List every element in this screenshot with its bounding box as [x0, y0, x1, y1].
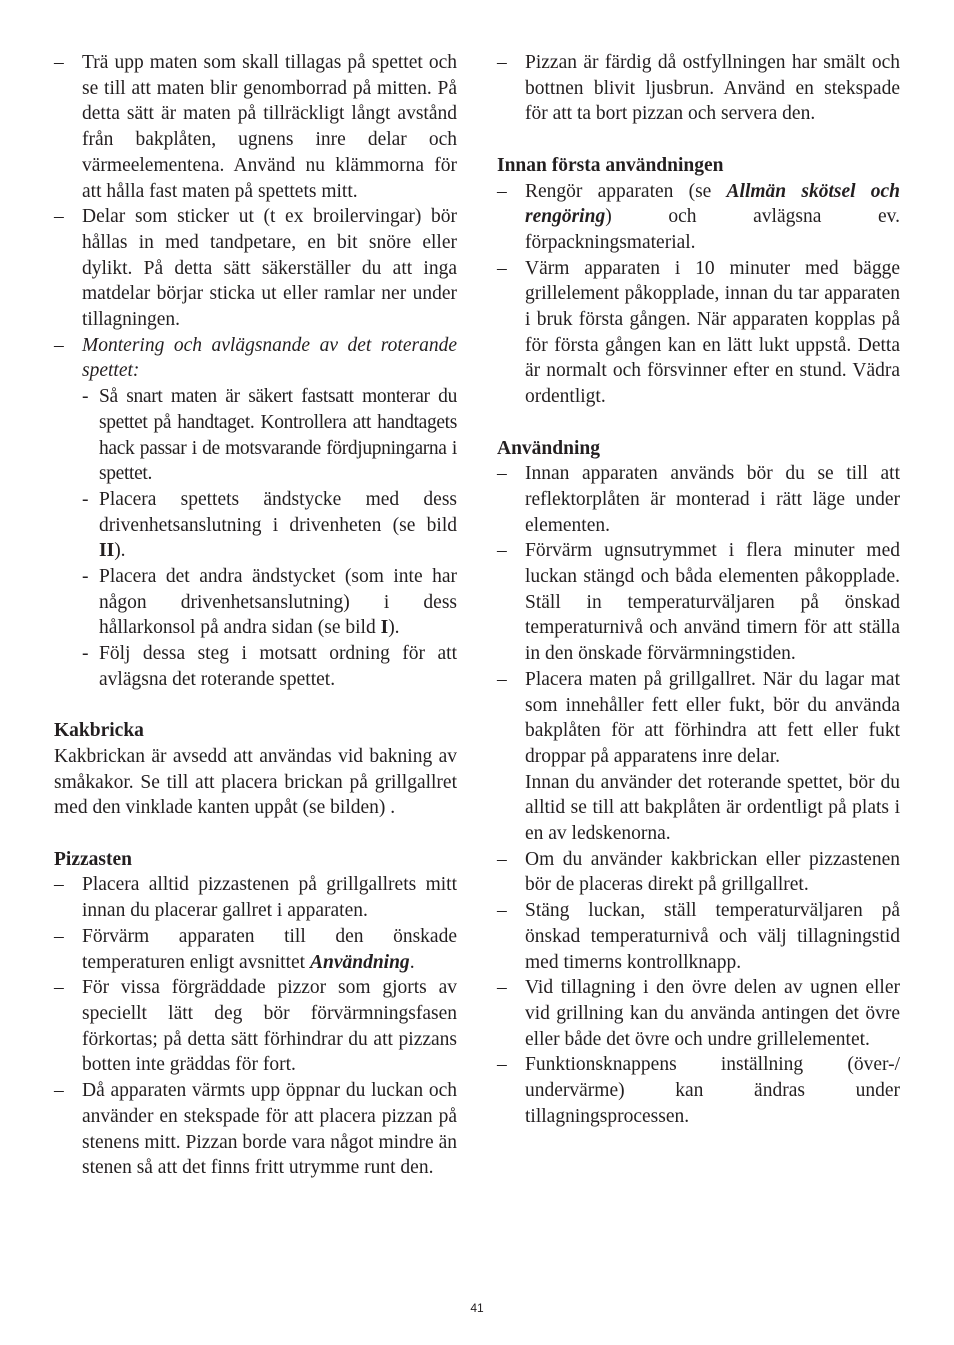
- paragraph: Kakbrickan är avsedd att användas vid bakning av småkakor. Se till att placera brickan på grillgallret med den vinklade kanten uppåt (se bilden) .: [54, 745, 457, 819]
- spacer: [54, 821, 457, 847]
- list-item: [497, 898, 900, 975]
- section-heading: Kakbricka: [54, 720, 144, 742]
- list-dash: –: [497, 668, 507, 690]
- list-item-text: Pizzan är färdig då ostfyllningen har smält och bottnen blivit ljusbrun. Använd en stekspade för att ta bort pizzan och servera den.: [525, 52, 900, 125]
- list-dash: –: [54, 925, 64, 947]
- sub-list-item: [82, 641, 457, 692]
- list-item: [54, 1078, 457, 1181]
- list-item-text: Då apparaten värmts upp öppnar du luckan och använder en stekspade för att placera pizzan på stenens mitt. Pizzan borde vara något mindre än stenen så att det finns fritt utrymme runt den.: [82, 1080, 457, 1179]
- spacer: [54, 693, 457, 719]
- section-heading: Innan första användningen: [497, 154, 724, 176]
- list-item: [54, 872, 457, 923]
- list-item: [497, 1052, 900, 1129]
- list-item-continuation: Innan du använder det roterande spettet, bör du alltid se till att bakplåten är ordentligt på plats i en av ledskenorna.: [525, 771, 900, 845]
- list-dash: –: [497, 52, 507, 73]
- mounting-title: Montering och avlägsnande av det roterande spettet:: [82, 334, 457, 382]
- sub-list-dash: -: [82, 488, 89, 510]
- list-item: [54, 333, 457, 384]
- spacer: [497, 127, 900, 153]
- text-part: .: [409, 951, 415, 973]
- list-item-text: Stäng luckan, ställ temperaturväljaren på önskad temperaturnivå och välj tillagningstid med timerns kontrollknapp.: [525, 900, 900, 973]
- figure-ref: I: [380, 617, 389, 639]
- text-part: Placera spettets ändstycke med dess drivenhetsanslutning i drivenheten (se bild: [99, 488, 457, 536]
- list-item-text: [82, 924, 457, 975]
- list-item-text: Förvärm ugnsutrymmet i flera minuter med luckan stängd och båda elementen påkopplade. Ställ in temperaturväljaren på önskad temperaturnivå och använd timern för att ställa in den önskade förvärmningstiden.: [525, 540, 900, 665]
- list-dash: –: [497, 848, 507, 870]
- list-item: [54, 204, 457, 333]
- text-part: ) och avlägsna ev. förpackningsmaterial.: [525, 206, 900, 253]
- list-item: [497, 179, 900, 256]
- text-part: Placera det andra ändstycket (som inte har någon drivenhetsanslutning) i dess hållarkonsol på andra sidan (se bild: [99, 566, 457, 639]
- sub-list-item: [82, 564, 457, 641]
- section-reference: Användning: [309, 951, 410, 973]
- figure-ref: II: [99, 540, 115, 562]
- sub-list-item-text: Så snart maten är säkert fastsatt monterar du spettet på handtaget. Kontrollera att handtagets hack passar i de motsvarande fördjupningarna i spettet.: [99, 386, 457, 485]
- list-dash: –: [497, 540, 507, 562]
- list-item-text: Delar som sticker ut (t ex broilervingar) bör hållas in med tandpetare, en bit snöre eller dylikt. På detta sätt säkerställer du att inga matdelar börjar sticka ut eller ramlar ner under tillagningen.: [82, 206, 457, 331]
- list-item-text: Värm apparaten i 10 minuter med bägge grillelement påkopplade, innan du tar apparaten i bruk första gången. När apparaten kopplas på för första gången kan en lätt lukt uppstå. Detta är normalt och försvinner efter en stund. Vädra ordentligt.: [525, 257, 900, 408]
- list-item: [497, 667, 900, 770]
- sub-list-item: [82, 487, 457, 564]
- list-dash: –: [54, 977, 64, 999]
- list-item: [497, 538, 900, 667]
- list-dash: –: [497, 180, 507, 202]
- list-item: [54, 924, 457, 975]
- sub-list-item-text: [99, 487, 457, 564]
- list-item: [497, 975, 900, 1052]
- list-dash: –: [54, 1080, 64, 1102]
- sub-list-dash: -: [82, 643, 89, 665]
- list-dash: –: [54, 334, 64, 356]
- sub-list-dash: -: [82, 386, 89, 408]
- section-reference: Allmän skötsel och rengöring: [525, 180, 900, 228]
- list-dash: –: [54, 206, 64, 228]
- list-item-text: Vid tillagning i den övre delen av ugnen eller vid grillning kan du använda antingen det övre eller både det övre och undre grillelementet.: [525, 977, 900, 1050]
- text-part: Rengör apparaten (se: [525, 180, 727, 202]
- list-item: [497, 50, 900, 127]
- left-column: [54, 50, 457, 1181]
- section-heading: Användning: [497, 437, 600, 459]
- list-item-text: Om du använder kakbrickan eller pizzastenen bör de placeras direkt på grillgallret.: [525, 848, 900, 896]
- list-item-text: [525, 179, 900, 256]
- list-item-text: För vissa förgräddade pizzor som gjorts av speciellt lätt deg bör förvärmningsfasen förkortas; på detta sätt förhindrar du att pizzans botten inte gräddas för fort.: [82, 977, 457, 1076]
- text-part: ).: [114, 540, 126, 562]
- list-dash: –: [497, 900, 507, 922]
- list-item-text: Trä upp maten som skall tillagas på spettet och se till att maten blir genomborrad på mitten. På detta sätt är maten på tillräckligt långt avstånd från bakplåten, ugnens inre delar och värmeelementena. Använd nu klämmorna för att hålla fast maten på spettets mitt.: [82, 52, 457, 202]
- list-item: [54, 50, 457, 204]
- right-column: [497, 50, 900, 1130]
- list-dash: –: [497, 463, 507, 485]
- text-part: ).: [388, 617, 400, 639]
- list-item-text: Placera alltid pizzastenen på grillgallrets mitt innan du placerar gallret i apparaten.: [82, 874, 457, 922]
- sub-list-dash: -: [82, 566, 89, 588]
- list-item-text: Placera maten på grillgallret. När du lagar mat som innehåller fett eller fukt, bör du använda bakplåten för att förhindra att fett eller fukt droppar på apparatens inre delar.: [525, 668, 900, 767]
- list-item: [497, 256, 900, 410]
- list-item: [54, 975, 457, 1078]
- sub-list-item-text: Följ dessa steg i motsatt ordning för att avlägsna det roterande spettet.: [99, 643, 457, 690]
- list-item-text: Innan apparaten används bör du se till att reflektorplåten är monterad i rätt läge under elementen.: [525, 463, 900, 536]
- spacer: [497, 410, 900, 436]
- page-number: 41: [470, 1301, 484, 1315]
- list-item: [497, 461, 900, 538]
- section-heading: Pizzasten: [54, 848, 132, 870]
- list-item-text: Funktionsknappens inställning (över-/ undervärme) kan ändras under tillagningsprocessen.: [525, 1054, 900, 1127]
- list-dash: –: [497, 1054, 507, 1076]
- list-dash: –: [54, 874, 64, 896]
- sub-list-item: [82, 384, 457, 487]
- list-dash: –: [497, 257, 507, 279]
- sub-list-item-text: [99, 564, 457, 641]
- list-item: [497, 847, 900, 898]
- list-dash: –: [497, 977, 507, 999]
- text-part: Förvärm apparaten till den önskade temperaturen enligt avsnittet: [82, 925, 457, 973]
- list-dash: –: [54, 52, 64, 73]
